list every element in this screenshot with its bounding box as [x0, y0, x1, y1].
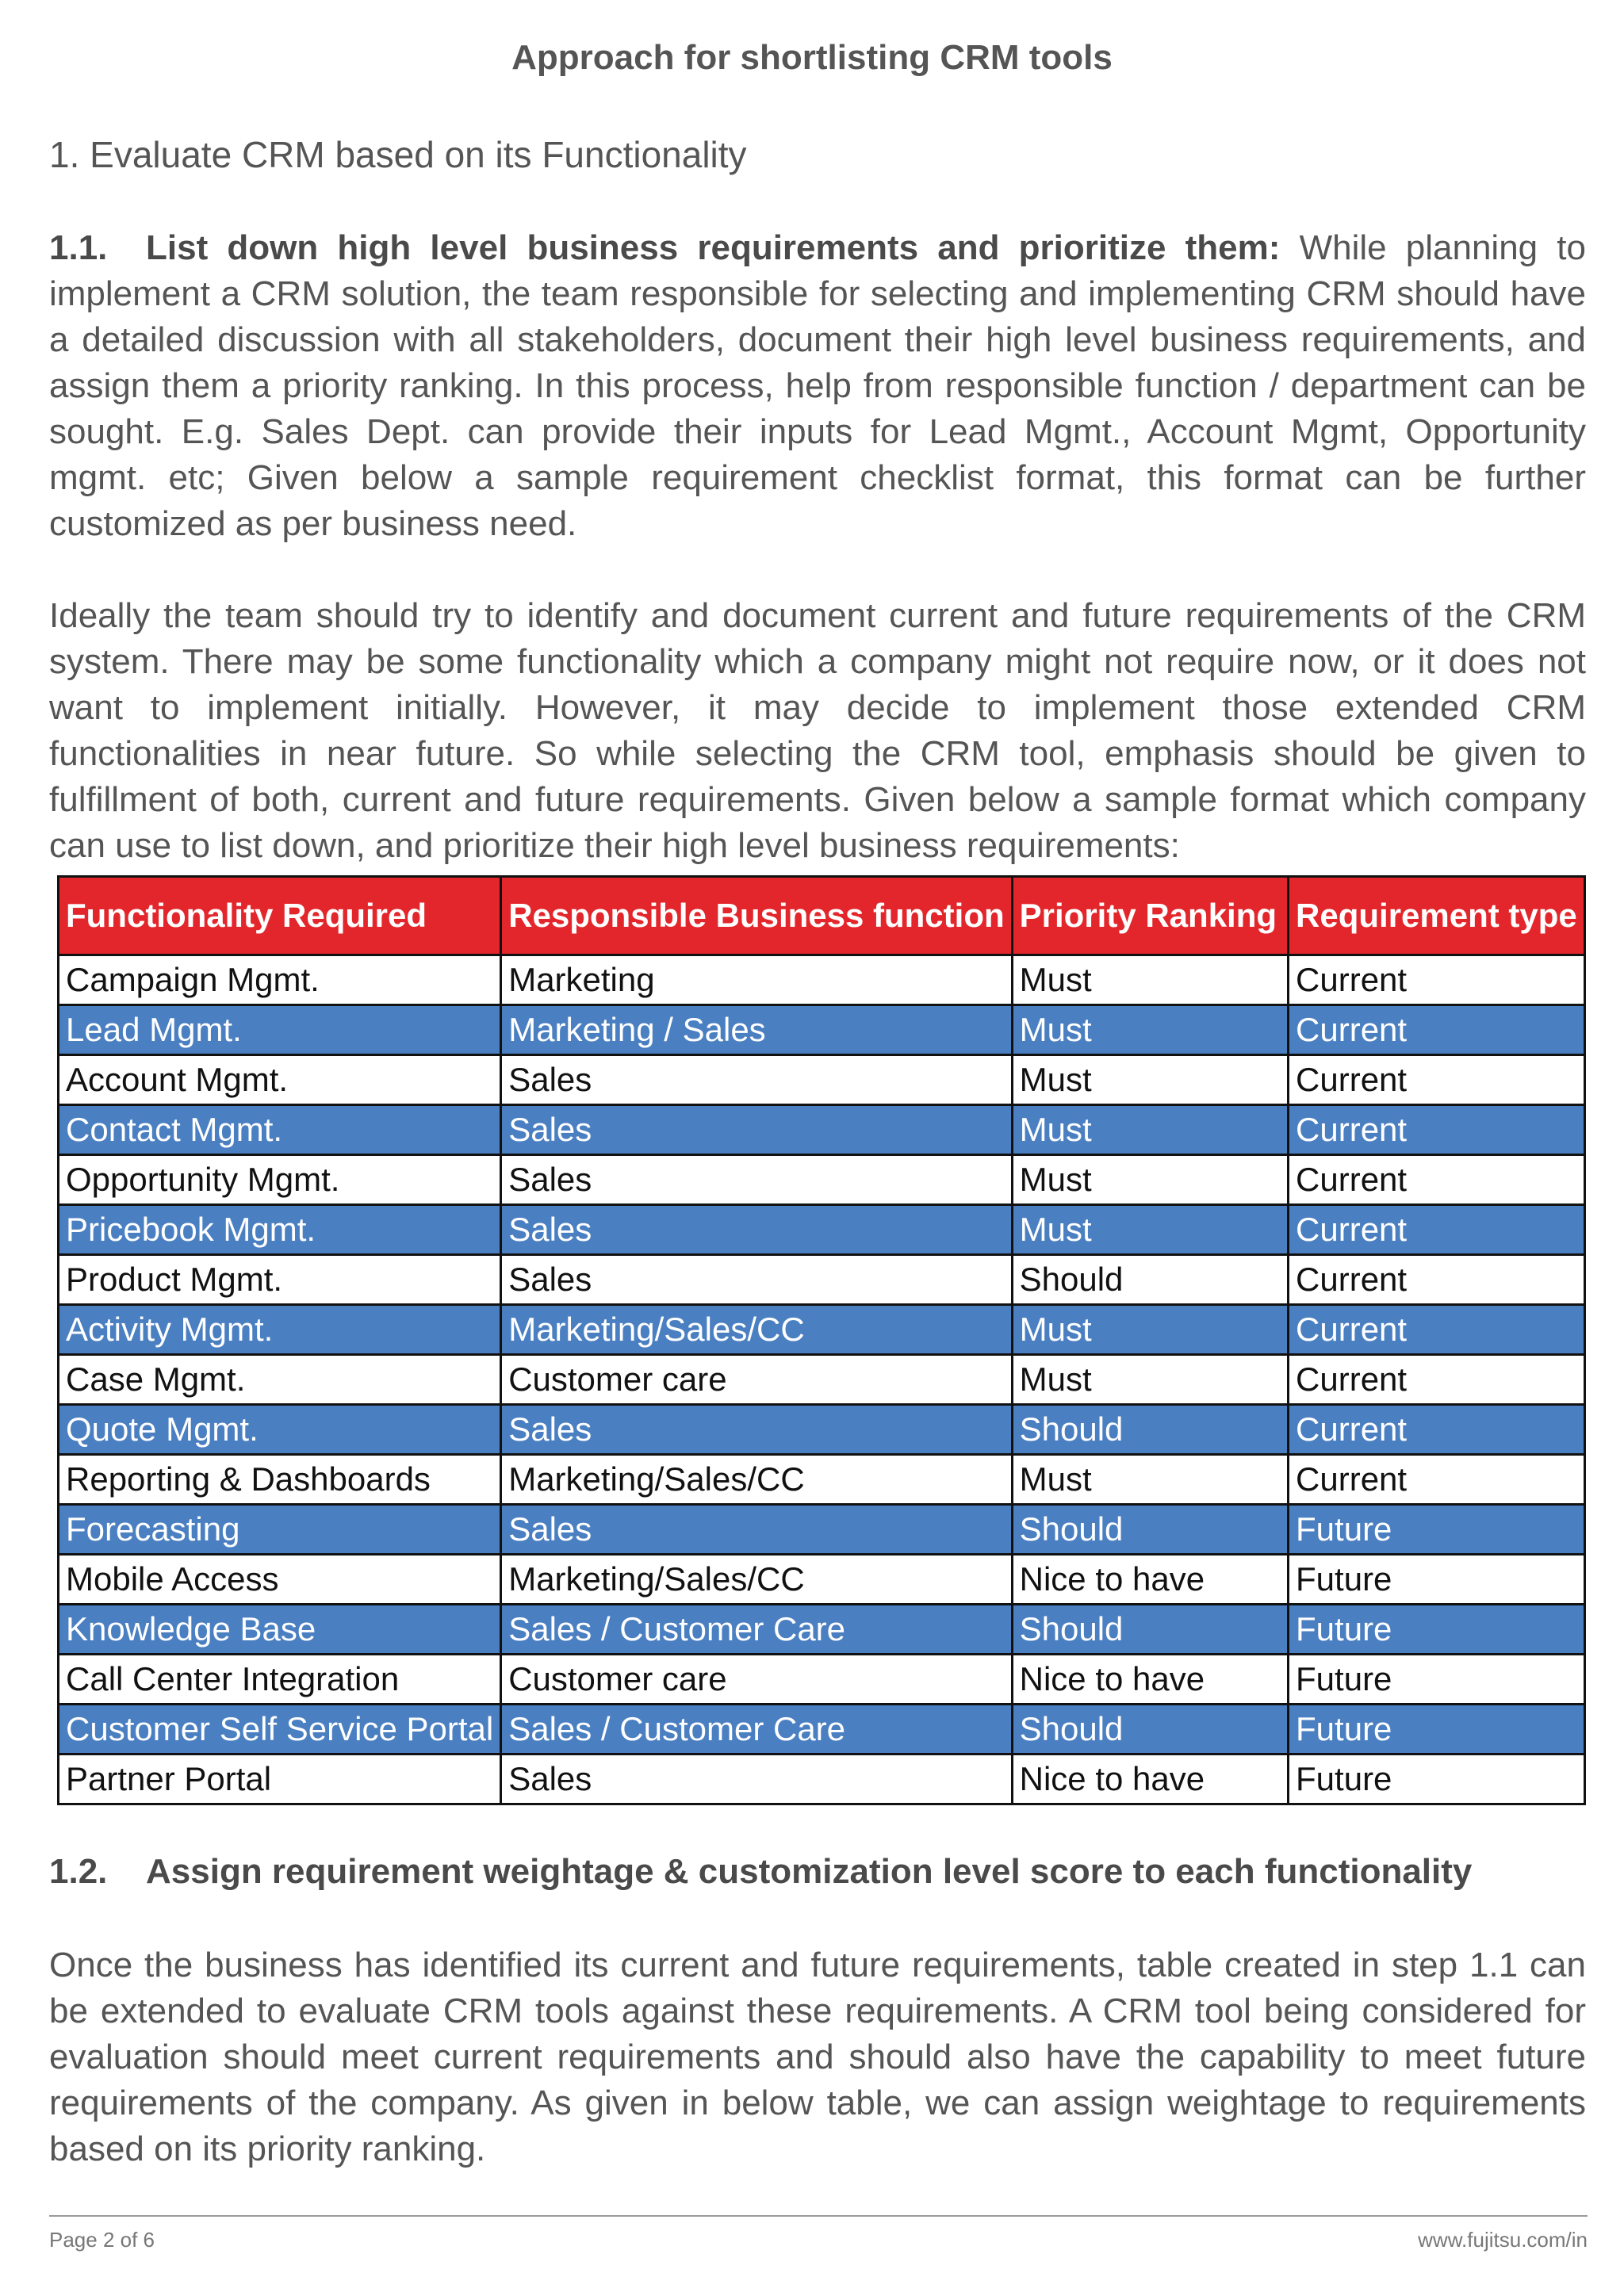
cell-priority: Should — [1012, 1505, 1288, 1555]
cell-functionality: Mobile Access — [59, 1555, 501, 1605]
cell-priority: Should — [1012, 1255, 1288, 1305]
cell-priority: Must — [1012, 1305, 1288, 1355]
section-heading: 1. Evaluate CRM based on its Functionality — [49, 134, 747, 175]
cell-business-function: Marketing/Sales/CC — [501, 1305, 1012, 1355]
cell-requirement-type: Future — [1289, 1705, 1585, 1755]
cell-business-function: Sales — [501, 1205, 1012, 1255]
cell-priority: Should — [1012, 1605, 1288, 1655]
cell-business-function: Sales — [501, 1155, 1012, 1205]
cell-requirement-type: Current — [1289, 955, 1585, 1005]
cell-functionality: Call Center Integration — [59, 1655, 501, 1705]
cell-requirement-type: Current — [1289, 1355, 1585, 1405]
cell-requirement-type: Future — [1289, 1655, 1585, 1705]
table-row — [59, 1105, 1585, 1155]
cell-priority: Must — [1012, 1005, 1288, 1055]
table-row — [59, 1305, 1585, 1355]
cell-requirement-type: Current — [1289, 1155, 1585, 1205]
page-number: Page 2 of 6 — [49, 2228, 155, 2252]
header-requirement-type: Requirement type — [1289, 877, 1585, 955]
cell-business-function: Sales — [501, 1505, 1012, 1555]
cell-business-function: Sales — [501, 1055, 1012, 1105]
cell-functionality: Forecasting — [59, 1505, 501, 1555]
cell-requirement-type: Current — [1289, 1205, 1585, 1255]
cell-requirement-type: Current — [1289, 1405, 1585, 1455]
cell-business-function: Sales / Customer Care — [501, 1605, 1012, 1655]
subsection-text: While planning to implement a CRM solution, the team responsible for selecting and implementing CRM should have a detailed discussion with all stakeholders, document their high level business requirements, and assign them a priority ranking. In this process, help from responsible function / department can be sought. E.g. Sales Dept. can provide their inputs for Lead Mgmt., Account Mgmt, Opportunity mgmt. etc; Given below a sample requirement checklist format, this format can be further customized as per business need. — [49, 228, 1586, 543]
cell-requirement-type: Current — [1289, 1305, 1585, 1355]
subsection-title: Assign requirement weightage & customization level score to each functionality — [146, 1852, 1473, 1891]
requirements-table — [57, 875, 1586, 1805]
cell-priority: Nice to have — [1012, 1755, 1288, 1804]
table-row — [59, 1005, 1585, 1055]
cell-business-function: Sales — [501, 1405, 1012, 1455]
cell-functionality: Account Mgmt. — [59, 1055, 501, 1105]
cell-priority: Should — [1012, 1705, 1288, 1755]
table-header-row — [59, 877, 1585, 955]
cell-requirement-type: Future — [1289, 1505, 1585, 1555]
table-row — [59, 1755, 1585, 1804]
subsection-title: List down high level business requirements and prioritize them: — [146, 228, 1281, 267]
table-row — [59, 955, 1585, 1005]
table-row — [59, 1255, 1585, 1305]
cell-priority: Must — [1012, 1455, 1288, 1505]
table-row — [59, 1705, 1585, 1755]
cell-functionality: Knowledge Base — [59, 1605, 501, 1655]
cell-priority: Must — [1012, 1155, 1288, 1205]
cell-requirement-type: Current — [1289, 1055, 1585, 1105]
table-row — [59, 1555, 1585, 1605]
cell-functionality: Pricebook Mgmt. — [59, 1205, 501, 1255]
header-business-function: Responsible Business function — [501, 877, 1012, 955]
cell-functionality: Reporting & Dashboards — [59, 1455, 501, 1505]
cell-functionality: Lead Mgmt. — [59, 1005, 501, 1055]
header-priority: Priority Ranking — [1012, 877, 1288, 955]
cell-business-function: Marketing/Sales/CC — [501, 1555, 1012, 1605]
cell-requirement-type: Future — [1289, 1555, 1585, 1605]
paragraph-3: Once the business has identified its current and future requirements, table created in step 1.1 can be extended to evaluate CRM tools against these requirements. A CRM tool being considered for evaluation should meet current requirements and should also have the capability to meet future requirements of the company. As given in below table, we can assign weightage to requirements based on its priority ranking. — [49, 1946, 1586, 2168]
cell-requirement-type: Current — [1289, 1255, 1585, 1305]
table-row — [59, 1455, 1585, 1505]
table-row — [59, 1655, 1585, 1705]
cell-priority: Nice to have — [1012, 1555, 1288, 1605]
table-row — [59, 1405, 1585, 1455]
cell-requirement-type: Future — [1289, 1755, 1585, 1804]
cell-business-function: Customer care — [501, 1655, 1012, 1705]
cell-functionality: Product Mgmt. — [59, 1255, 501, 1305]
paragraph-1-1 — [49, 225, 1586, 547]
table-row — [59, 1155, 1585, 1205]
cell-requirement-type: Current — [1289, 1005, 1585, 1055]
cell-functionality: Quote Mgmt. — [59, 1405, 501, 1455]
cell-requirement-type: Current — [1289, 1105, 1585, 1155]
subsection-number: 1.2. — [49, 1852, 108, 1891]
table-row — [59, 1505, 1585, 1555]
paragraph-2: Ideally the team should try to identify and document current and future requirements of the CRM system. There may be some functionality which a company might not require now, or it does not want to implement initially. However, it may decide to implement those extended CRM functionalities in near future. So while selecting the CRM tool, emphasis should be given to fulfillment of both, current and future requirements. Given below a sample format which company can use to list down, and prioritize their high level business requirements: — [49, 596, 1586, 865]
cell-priority: Must — [1012, 1055, 1288, 1105]
cell-functionality: Activity Mgmt. — [59, 1305, 501, 1355]
cell-functionality: Case Mgmt. — [59, 1355, 501, 1405]
cell-priority: Must — [1012, 955, 1288, 1005]
footer-divider — [49, 2215, 1588, 2217]
subsection-1-2-heading — [49, 1852, 1472, 1892]
table-row — [59, 1355, 1585, 1405]
subsection-number: 1.1. — [49, 228, 108, 267]
cell-requirement-type: Future — [1289, 1605, 1585, 1655]
cell-functionality: Customer Self Service Portal — [59, 1705, 501, 1755]
cell-business-function: Sales — [501, 1255, 1012, 1305]
cell-priority: Must — [1012, 1355, 1288, 1405]
cell-business-function: Sales — [501, 1105, 1012, 1155]
cell-business-function: Marketing / Sales — [501, 1005, 1012, 1055]
table-row — [59, 1205, 1585, 1255]
cell-business-function: Marketing/Sales/CC — [501, 1455, 1012, 1505]
cell-business-function: Marketing — [501, 955, 1012, 1005]
cell-priority: Should — [1012, 1405, 1288, 1455]
cell-functionality: Campaign Mgmt. — [59, 955, 501, 1005]
table-row — [59, 1605, 1585, 1655]
cell-priority: Nice to have — [1012, 1655, 1288, 1705]
cell-business-function: Sales / Customer Care — [501, 1705, 1012, 1755]
cell-requirement-type: Current — [1289, 1455, 1585, 1505]
cell-priority: Must — [1012, 1105, 1288, 1155]
table-row — [59, 1055, 1585, 1105]
cell-business-function: Customer care — [501, 1355, 1012, 1405]
cell-functionality: Contact Mgmt. — [59, 1105, 501, 1155]
document-title: Approach for shortlisting CRM tools — [511, 38, 1113, 77]
table-body — [59, 955, 1585, 1804]
footer-url: www.fujitsu.com/in — [1418, 2228, 1588, 2252]
cell-business-function: Sales — [501, 1755, 1012, 1804]
cell-functionality: Partner Portal — [59, 1755, 501, 1804]
cell-functionality: Opportunity Mgmt. — [59, 1155, 501, 1205]
header-functionality: Functionality Required — [59, 877, 501, 955]
cell-priority: Must — [1012, 1205, 1288, 1255]
